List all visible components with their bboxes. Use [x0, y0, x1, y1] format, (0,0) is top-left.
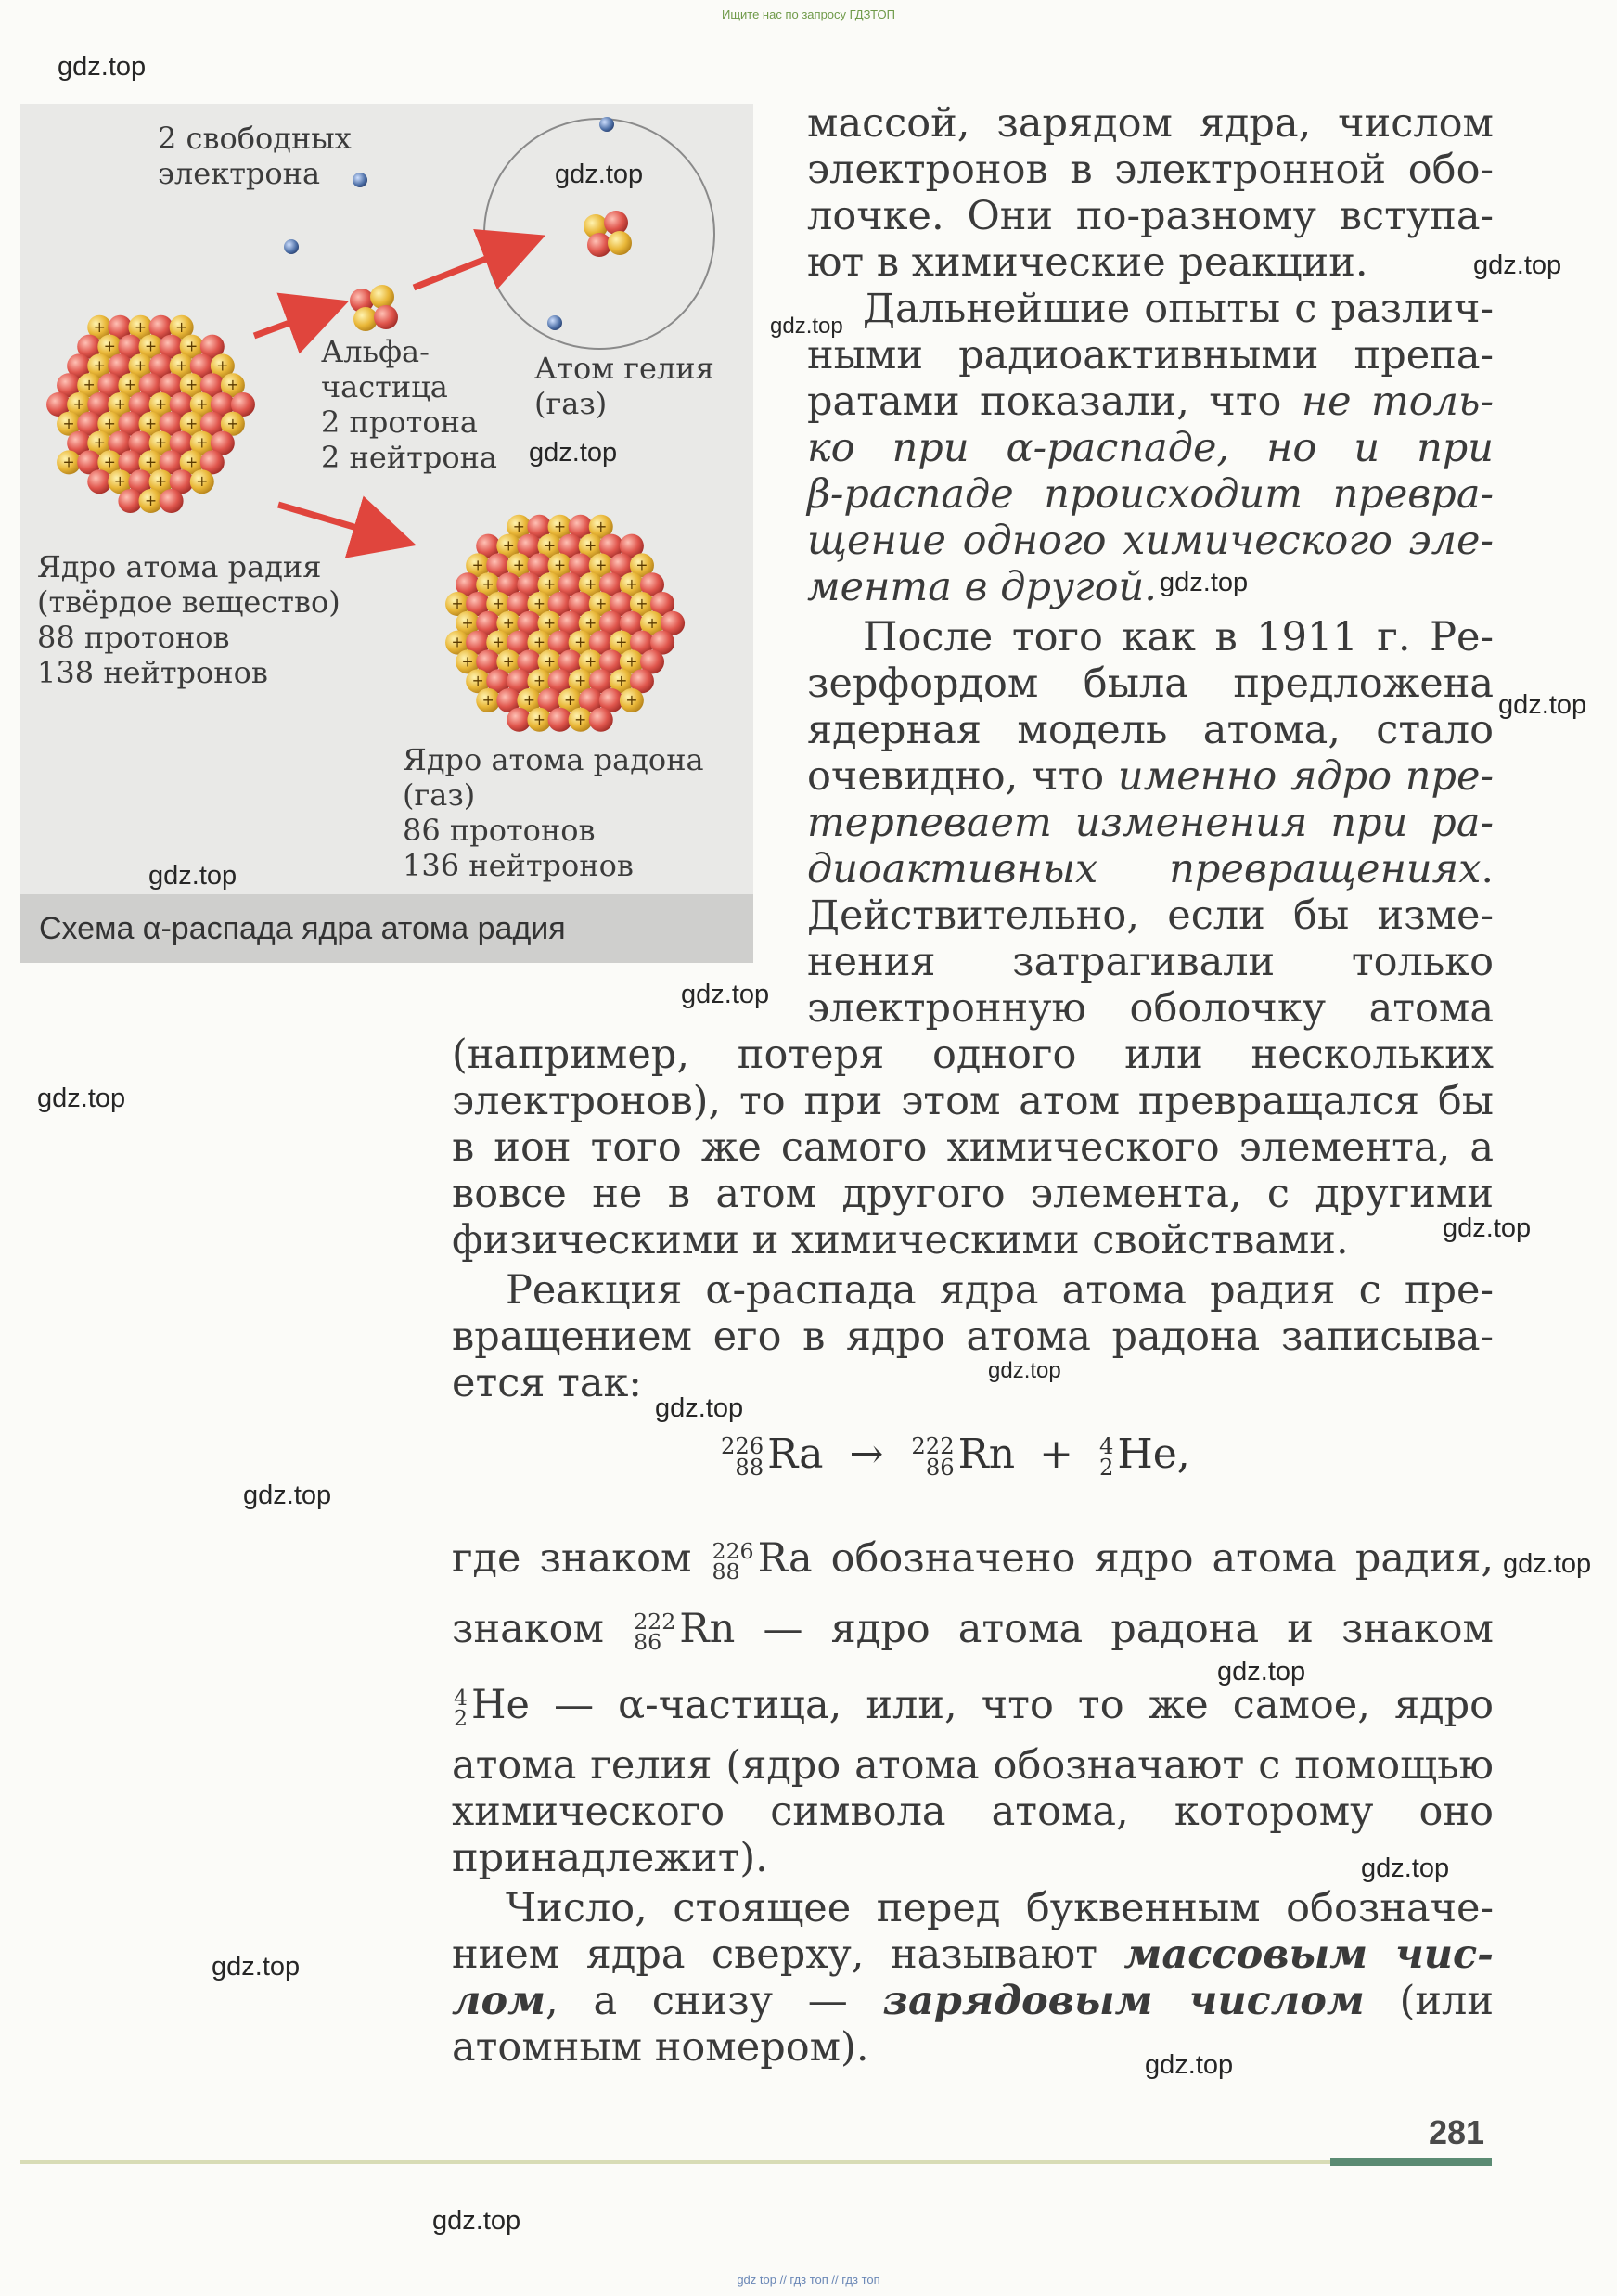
svg-text:+: + [155, 473, 168, 491]
svg-text:+: + [502, 537, 515, 555]
free-electrons-label: 2 свободных электрона [158, 121, 352, 191]
svg-text:+: + [625, 692, 638, 709]
svg-text:+: + [646, 614, 659, 632]
svg-text:+: + [543, 614, 557, 632]
svg-text:+: + [543, 653, 557, 671]
svg-text:+: + [533, 711, 545, 728]
figure-caption [20, 894, 753, 963]
svg-text:+: + [574, 711, 587, 728]
text-line: электронов в электронной обо- [807, 147, 1494, 193]
helium-atom-icon [484, 117, 714, 349]
watermark: gdz.top [555, 160, 644, 189]
svg-text:+: + [615, 634, 628, 651]
svg-text:+: + [471, 557, 484, 574]
watermark: gdz.top [58, 52, 147, 82]
text-line: принадлежит). [452, 1835, 768, 1881]
svg-text:+: + [595, 518, 608, 535]
svg-text:+: + [186, 415, 199, 432]
svg-text:+: + [481, 692, 494, 709]
svg-text:+: + [186, 454, 199, 471]
text-line: β-распаде происходит превра- [807, 471, 1494, 518]
svg-text:+: + [543, 576, 557, 594]
figure-caption-text: Схема α-распада ядра атома радия [39, 911, 566, 946]
svg-text:+: + [564, 692, 577, 709]
text-line: (например, потеря одного или нескольких [452, 1032, 1494, 1078]
bottom-banner: gdz top // гдз топ // гдз топ [737, 2273, 880, 2287]
watermark: gdz.top [243, 1481, 332, 1510]
text-line: атомным номером). [452, 2024, 869, 2071]
text-line: ют в химические реакции. [807, 239, 1368, 286]
svg-text:+: + [543, 537, 557, 555]
svg-text:+: + [522, 692, 535, 709]
text-line: электронов), то при этом атом превращался бы [452, 1078, 1494, 1124]
svg-text:+: + [461, 653, 474, 671]
helium-isotope: 4 2 [1098, 1432, 1114, 1481]
watermark: gdz.top [1498, 690, 1587, 720]
watermark: gdz.top [1160, 568, 1249, 597]
svg-text:+: + [103, 338, 116, 355]
text-line: нием ядра сверху, называют массовым чис- [452, 1931, 1494, 1978]
alpha-particle-label: Альфа- частица 2 протона 2 нейтрона [321, 334, 497, 475]
watermark: gdz.top [1473, 250, 1562, 280]
svg-text:+: + [155, 396, 168, 413]
alpha-decay-figure [20, 104, 753, 963]
svg-text:+: + [533, 596, 545, 612]
text-line: очевидно, что именно ядро пре- [807, 753, 1494, 800]
svg-text:+: + [554, 557, 567, 574]
svg-text:+: + [226, 415, 239, 432]
text-line: массой, зарядом ядра, числом [807, 100, 1494, 147]
svg-text:+: + [512, 557, 525, 574]
svg-text:+: + [492, 634, 505, 651]
text-line: вращением его в ядро атома радона записыва- [452, 1314, 1494, 1360]
text-line: диоактивных превращениях. [807, 846, 1494, 892]
watermark: gdz.top [1503, 1549, 1592, 1579]
svg-text:+: + [492, 596, 505, 612]
svg-text:+: + [584, 653, 597, 671]
svg-text:+: + [155, 434, 168, 452]
watermark: gdz.top [148, 861, 237, 891]
text-line: ядерная модель атома, стало [807, 707, 1494, 753]
svg-text:+: + [144, 493, 158, 509]
svg-text:+: + [103, 454, 116, 471]
svg-text:+: + [196, 434, 209, 452]
watermark: gdz.top [529, 438, 618, 468]
svg-text:+: + [584, 537, 597, 555]
svg-text:+: + [512, 518, 525, 535]
svg-text:+: + [196, 396, 209, 413]
svg-text:+: + [533, 673, 545, 690]
text-line: вовсе не в атом другого элемента, с другими [452, 1171, 1494, 1217]
top-banner: Ищите нас по запросу ГДЗТОП [721, 7, 895, 21]
text-line: ными радиоактивными препа- [807, 332, 1494, 378]
text-line: ко при α-распаде, но и при [807, 425, 1494, 471]
text-line: химического символа атома, которому оно [452, 1789, 1494, 1835]
text-line: зерфордом была предложена [807, 661, 1494, 707]
svg-text:+: + [186, 338, 199, 355]
text-line: ратами показали, что не толь- [807, 378, 1494, 425]
text-line: Число, стоящее перед буквенным обозначе- [506, 1885, 1494, 1931]
text-line: физическими и химическими свойствами. [452, 1217, 1349, 1263]
text-line: мента в другой. [807, 564, 1157, 610]
svg-text:+: + [134, 357, 147, 375]
watermark: gdz.top [1217, 1657, 1306, 1687]
text-line: После того как в 1911 г. Ре- [863, 614, 1494, 661]
svg-text:+: + [554, 518, 567, 535]
svg-text:+: + [481, 576, 494, 594]
watermark: gdz.top [37, 1084, 126, 1113]
text-line: лочке. Они по-разному вступа- [807, 193, 1494, 239]
text-line: Дальнейшие опыты с различ- [863, 286, 1494, 332]
text-line: ется так: [452, 1360, 642, 1406]
watermark: gdz.top [770, 314, 843, 339]
watermark: gdz.top [432, 2206, 521, 2236]
text-line: Реакция α-распада ядра атома радия с пре- [506, 1267, 1494, 1314]
text-line: Действительно, если бы изме- [807, 892, 1494, 939]
footer-rule-accent [1330, 2158, 1492, 2166]
text-line: лом, а снизу — зарядовым числом (или [452, 1978, 1494, 2024]
svg-text:+: + [461, 614, 474, 632]
svg-text:+: + [625, 576, 638, 594]
radium-isotope: 226 88 [721, 1432, 764, 1481]
watermark: gdz.top [655, 1393, 744, 1423]
text-line: нения затрагивали только [807, 939, 1494, 985]
svg-text:+: + [595, 596, 608, 612]
text-line: знаком 222 86 Rn — ядро атома радона и знаком [452, 1606, 1494, 1655]
footer-rule [20, 2160, 1330, 2164]
page-number: 281 [1429, 2113, 1485, 2151]
svg-text:+: + [93, 357, 106, 375]
svg-text:+: + [134, 318, 147, 336]
svg-text:+: + [144, 338, 158, 355]
svg-text:+: + [226, 377, 239, 394]
svg-text:+: + [186, 377, 199, 394]
svg-text:+: + [635, 596, 648, 612]
alpha-particle-icon [350, 285, 398, 331]
text-line: где знаком 226 88 Ra обозначено ядро атома радия, [452, 1535, 1494, 1584]
text-line: электронную оболочку атома [807, 985, 1494, 1032]
helium-atom-label: Атом гелия (газ) [534, 351, 714, 421]
svg-text:+: + [113, 473, 126, 491]
svg-text:+: + [123, 377, 136, 394]
svg-text:+: + [574, 634, 587, 651]
svg-text:+: + [62, 454, 75, 471]
radium-nucleus-label: Ядро атома радия (твёрдое вещество) 88 протонов 138 нейтронов [37, 549, 340, 690]
radon-nucleus-icon [445, 515, 685, 732]
svg-text:+: + [574, 673, 587, 690]
svg-text:+: + [144, 415, 158, 432]
svg-text:+: + [62, 415, 75, 432]
text-line: терпевает изменения при ра- [807, 800, 1494, 846]
svg-text:+: + [83, 377, 96, 394]
watermark: gdz.top [1443, 1213, 1532, 1243]
text-line: атома гелия (ядро атома обозначают с помощью [452, 1742, 1494, 1789]
svg-text:+: + [533, 634, 545, 651]
watermark: gdz.top [212, 1952, 301, 1982]
svg-text:+: + [93, 434, 106, 452]
svg-text:+: + [113, 396, 126, 413]
svg-text:+: + [451, 596, 464, 612]
svg-text:+: + [72, 396, 85, 413]
watermark: gdz.top [988, 1358, 1061, 1383]
svg-text:+: + [502, 653, 515, 671]
svg-text:+: + [595, 557, 608, 574]
svg-text:+: + [93, 318, 106, 336]
svg-text:+: + [196, 473, 209, 491]
svg-text:+: + [175, 357, 188, 375]
radium-nucleus-icon [46, 315, 255, 513]
svg-text:+: + [584, 576, 597, 594]
svg-text:+: + [451, 634, 464, 651]
text-line: в ион того же самого химического элемента, а [452, 1124, 1494, 1171]
watermark: gdz.top [681, 980, 770, 1009]
svg-text:+: + [625, 653, 638, 671]
text-line: щение одного химического эле- [807, 518, 1494, 564]
radon-nucleus-label: Ядро атома радона (газ) 86 протонов 136 нейтронов [403, 742, 704, 883]
svg-text:+: + [144, 454, 158, 471]
svg-text:+: + [615, 673, 628, 690]
svg-text:+: + [216, 357, 229, 375]
watermark: gdz.top [1361, 1853, 1450, 1883]
svg-text:+: + [103, 415, 116, 432]
svg-text:+: + [502, 614, 515, 632]
svg-text:+: + [584, 614, 597, 632]
reaction-equation: 226 88 Ra → 222 86 Rn + 4 2 He, [721, 1430, 1190, 1481]
watermark: gdz.top [1145, 2050, 1234, 2080]
svg-text:+: + [635, 557, 648, 574]
radon-isotope: 222 86 [911, 1432, 955, 1481]
svg-text:+: + [175, 318, 188, 336]
text-line: 4 2 He — α-частица, или, что то же самое, ядро [454, 1682, 1494, 1731]
svg-text:+: + [471, 673, 484, 690]
